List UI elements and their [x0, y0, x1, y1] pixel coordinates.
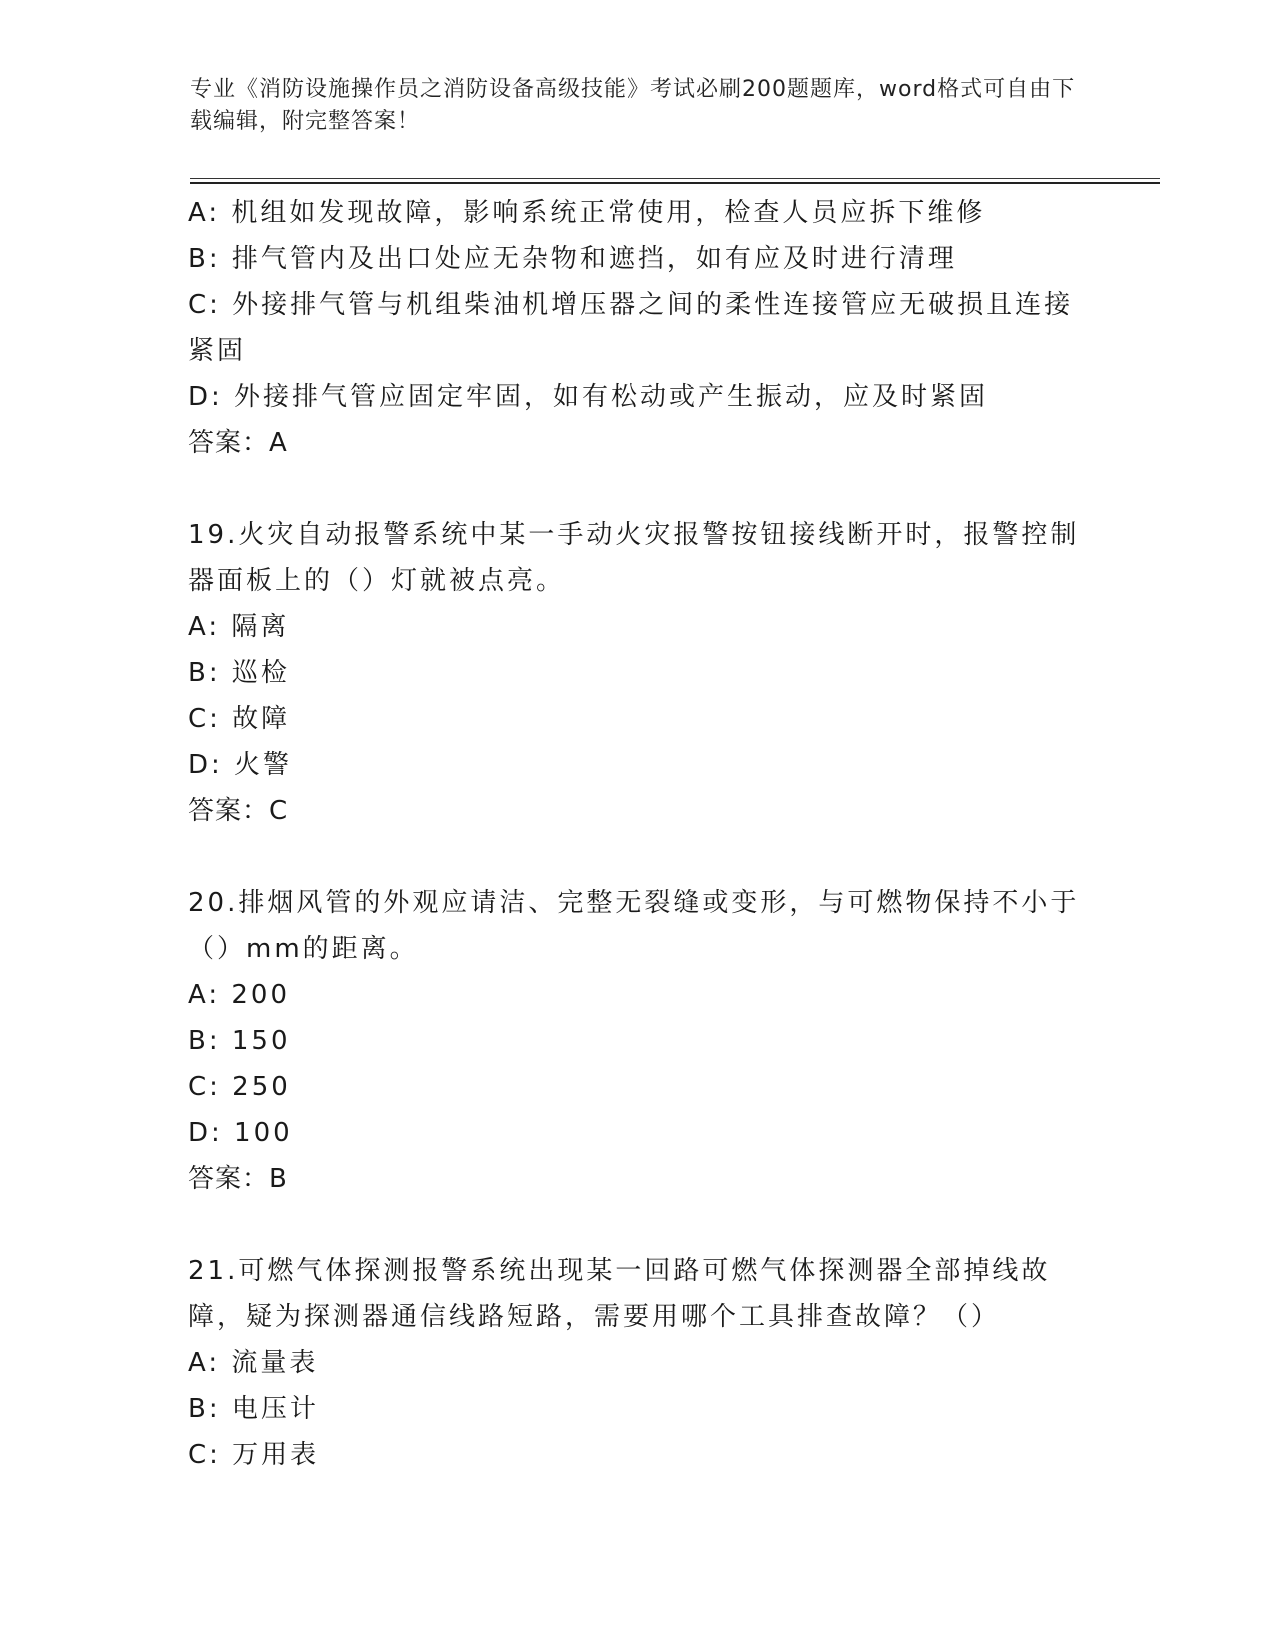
option-a: A: 隔离 — [188, 612, 290, 642]
option-a: A: 流量表 — [188, 1348, 319, 1378]
question-block-20 — [188, 880, 1088, 1202]
option-c: C: 外接排气管与机组柴油机增压器之间的柔性连接管应无破损且连接紧固 — [188, 290, 1074, 366]
question-block-21 — [188, 1248, 1088, 1478]
header-divider-thick — [190, 182, 1160, 184]
option-c: C: 250 — [188, 1072, 291, 1102]
answer-label: 答案：A — [188, 428, 288, 458]
answer-label: 答案：B — [188, 1164, 288, 1194]
document-body — [188, 190, 1088, 1478]
question-stem: 20.排烟风管的外观应请洁、完整无裂缝或变形，与可燃物保持不小于（）mm的距离。 — [188, 888, 1080, 964]
question-block-19 — [188, 512, 1088, 834]
question-stem: 19.火灾自动报警系统中某一手动火灾报警按钮接线断开时，报警控制器面板上的（）灯就被点亮。 — [188, 520, 1080, 596]
option-d: D: 外接排气管应固定牢固，如有松动或产生振动，应及时紧固 — [188, 382, 989, 412]
spacer — [188, 1202, 1088, 1248]
question-block-18 — [188, 190, 1088, 466]
answer-label: 答案：C — [188, 796, 289, 826]
header-divider-thin — [190, 178, 1160, 179]
option-b: B: 排气管内及出口处应无杂物和遮挡，如有应及时进行清理 — [188, 244, 957, 274]
option-a: A: 机组如发现故障，影响系统正常使用，检查人员应拆下维修 — [188, 198, 986, 228]
option-b: B: 150 — [188, 1026, 291, 1056]
option-d: D: 火警 — [188, 750, 293, 780]
document-header: 专业《消防设施操作员之消防设备高级技能》考试必刷200题题库，word格式可自由下载编辑，附完整答案！ — [190, 77, 1076, 134]
option-c: C: 故障 — [188, 704, 291, 734]
option-d: D: 100 — [188, 1118, 293, 1148]
spacer — [188, 466, 1088, 512]
option-c: C: 万用表 — [188, 1440, 320, 1470]
option-a: A: 200 — [188, 980, 290, 1010]
spacer — [188, 834, 1088, 880]
option-b: B: 电压计 — [188, 1394, 319, 1424]
question-stem: 21.可燃气体探测报警系统出现某一回路可燃气体探测器全部掉线故障，疑为探测器通信线路短路，需要用哪个工具排查故障？（） — [188, 1256, 1051, 1332]
option-b: B: 巡检 — [188, 658, 290, 688]
